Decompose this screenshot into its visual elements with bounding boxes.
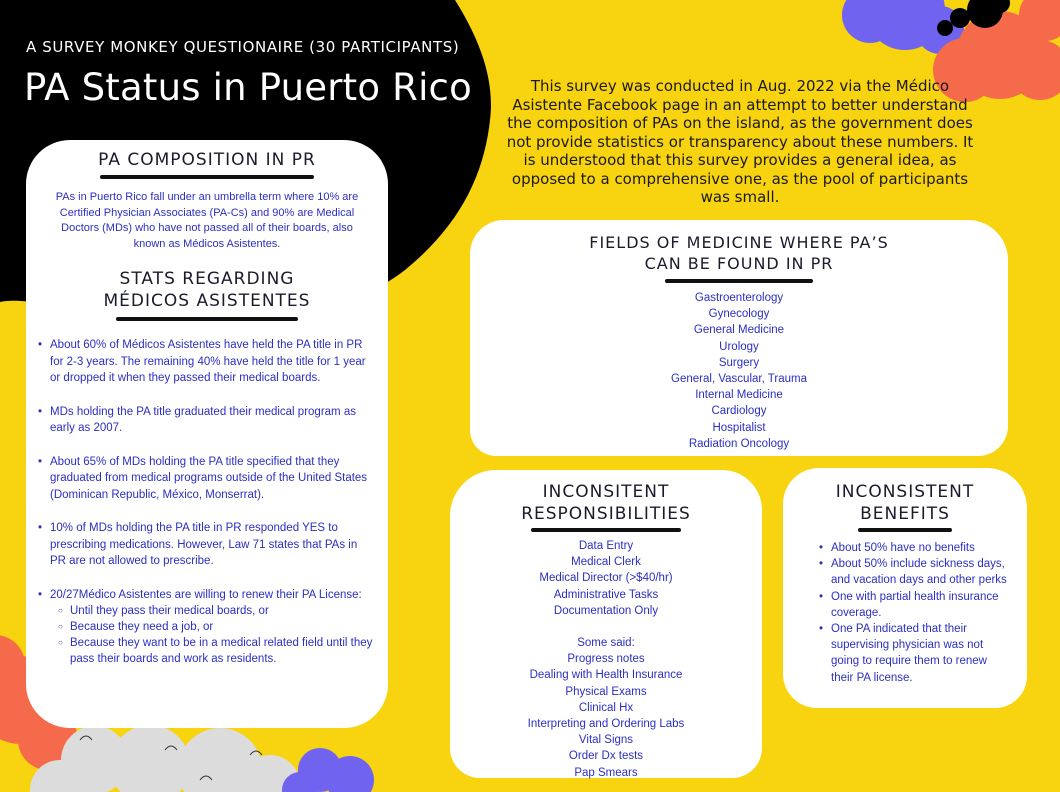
stats-item: • 10% of MDs holding the PA title in PR responded YES to prescribing medications. However, Law 71 states that PAs in PR are not allowed to prescribe. [36, 520, 376, 570]
intro-paragraph: This survey was conducted in Aug. 2022 via the Médico Asistente Facebook page in an attempt to better understand the composition of PAs on the island, as the government does not provide statistics or transparency about these numbers. It is understood that this survey provides a general idea, as opposed to a comprehensive one, as the pool of participants was small. [506, 77, 974, 206]
composition-underline [100, 175, 314, 179]
benefits-heading-line1: INCONSISTENT [835, 482, 975, 502]
benefits-card [783, 468, 1027, 708]
some-said-item: Dealing with Health Insurance [529, 669, 683, 682]
some-said-item: Interpreting and Ordering Labs [527, 718, 685, 731]
field-item: Cardiology [711, 405, 767, 418]
responsibility-item: Medical Clerk [571, 556, 641, 569]
license-reason: ○ Until they pass their medical boards, or [58, 603, 376, 619]
responsibilities-card [450, 470, 762, 778]
field-item: Gynecology [708, 308, 770, 321]
field-item: General, Vascular, Trauma [671, 373, 807, 386]
benefits-underline [858, 528, 952, 532]
stats-item-license-text: 20/27Médico Asistentes are willing to renew their PA License: [50, 588, 362, 601]
benefit-item: • One with partial health insurance coverage. [819, 589, 1009, 621]
fields-underline [665, 279, 813, 283]
some-said-item: Pap Smears [574, 766, 638, 779]
benefit-item: • About 50% have no benefits [819, 540, 1009, 556]
stats-heading [26, 268, 388, 312]
stats-heading-line1: STATS REGARDING [119, 269, 295, 289]
fields-card [470, 220, 1008, 456]
responsibilities-underline [531, 528, 681, 532]
composition-text: PAs in Puerto Rico fall under an umbrella term where 10% are Certified Physician Associates (PA-Cs) and 90% are Medical Doctors (MDs) who have not passed all of their boards, also known as Médicos Asistentes. [55, 191, 359, 250]
responsibility-item: Data Entry [578, 540, 634, 552]
stats-item: • About 65% of MDs holding the PA title specified that they graduated from medical programs outside of the United States (Dominican Republic, México, Monserrat). [36, 454, 376, 504]
field-item: Radiation Oncology [688, 437, 790, 450]
field-item: Gastroenterology [694, 292, 784, 304]
fields-heading-line1: FIELDS OF MEDICINE WHERE PA’S [589, 233, 889, 252]
some-said-item: Progress notes [567, 653, 645, 666]
some-said-item: Vital Signs [578, 734, 634, 747]
some-said-item: Clinical Hx [578, 701, 634, 714]
stats-underline [116, 317, 298, 321]
benefits-heading-line2: BENEFITS [860, 504, 950, 524]
fields-list [470, 290, 1008, 452]
survey-kicker: A SURVEY MONKEY QUESTIONAIRE (30 PARTICIPANTS) [26, 38, 460, 56]
license-reasons-list [50, 603, 376, 667]
some-said-item: Order Dx tests [568, 750, 644, 763]
benefits-heading [783, 481, 1027, 525]
stats-list [26, 337, 376, 667]
license-reason: ○ Because they want to be in a medical related field until they pass their boards and work as residents. [58, 635, 376, 667]
stats-item: • MDs holding the PA title graduated their medical program as early as 2007. [36, 404, 376, 437]
field-item: Hospitalist [712, 421, 766, 434]
some-said-label: Some said: [577, 637, 635, 650]
page-title: PA Status in Puerto Rico [24, 66, 472, 109]
stats-item: • About 60% of Médicos Asistentes have held the PA title in PR for 2-3 years. The remaining 40% have held the title for 1 year or dropped it when they passed their medical boards. [36, 337, 376, 387]
benefit-item: • One PA indicated that their supervising physician was not going to require them to renew their PA license. [819, 621, 1009, 686]
composition-card [26, 140, 388, 728]
responsibility-item: Administrative Tasks [553, 588, 659, 601]
benefit-item: • About 50% include sickness days, and vacation days and other perks [819, 556, 1009, 588]
responsibilities-list [450, 538, 762, 781]
responsibility-item: Medical Director (>$40/hr) [539, 572, 673, 585]
field-item: Surgery [718, 356, 760, 369]
fields-heading-line2: CAN BE FOUND IN PR [644, 254, 834, 273]
fields-heading [470, 232, 1008, 274]
composition-heading: PA COMPOSITION IN PR [98, 150, 316, 170]
field-item: Internal Medicine [695, 389, 783, 402]
field-item: Urology [719, 340, 759, 353]
responsibilities-heading-line1: INCONSITENT [542, 482, 670, 502]
some-said-item: Physical Exams [565, 685, 647, 698]
stats-item-license [36, 587, 376, 668]
responsibilities-heading [450, 481, 762, 525]
benefits-list [783, 540, 1009, 686]
spacer [450, 619, 762, 635]
responsibility-item: Documentation Only [553, 604, 659, 617]
responsibilities-heading-line2: RESPONSIBILITIES [521, 504, 691, 524]
license-reason: ○ Because they need a job, or [58, 619, 376, 635]
field-item: General Medicine [693, 324, 785, 337]
stats-heading-line2: MÉDICOS ASISTENTES [103, 291, 311, 311]
